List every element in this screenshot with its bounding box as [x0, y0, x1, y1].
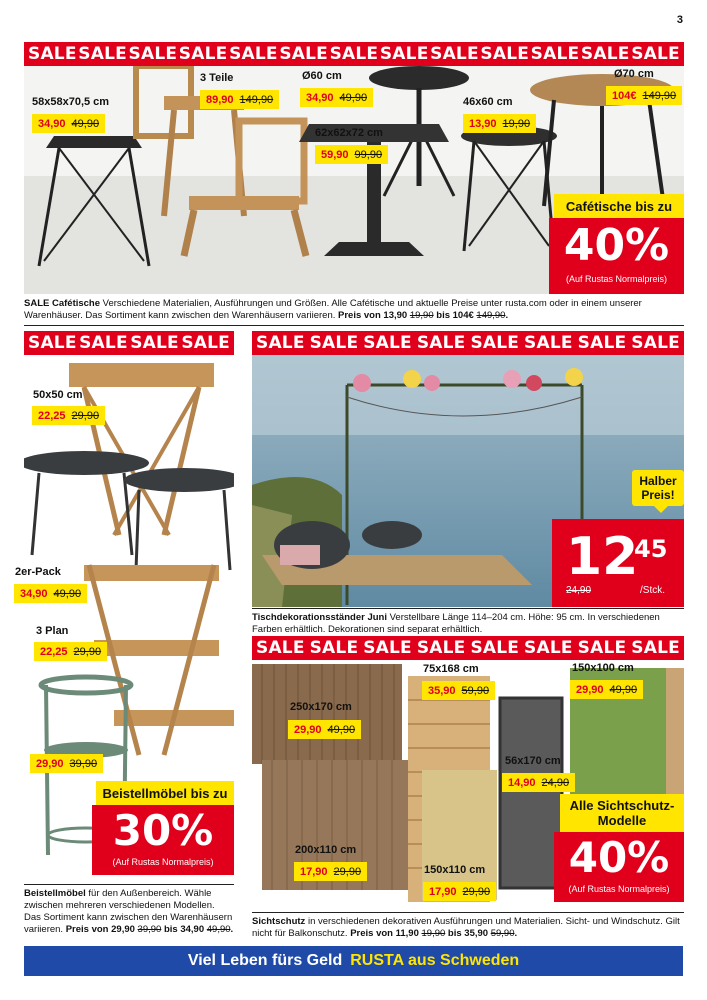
sale-word: SALE	[128, 44, 178, 64]
divider	[252, 912, 684, 913]
sale-word: SALE	[631, 638, 680, 658]
price-tag-150x110	[423, 882, 496, 901]
desc-bold: Tischdekorationsständer Juni	[252, 612, 387, 623]
beistellmoebel-description	[24, 888, 234, 936]
sale-word: SALE	[580, 44, 630, 64]
current-price: 89,90	[206, 93, 234, 106]
current-price: 13,90	[469, 117, 497, 130]
sale-word: SALE	[480, 44, 530, 64]
old-price: 59,90	[461, 684, 490, 697]
current-price: 17,90	[300, 865, 328, 878]
sale-word: SALE	[78, 44, 127, 64]
price-tag-2er-pack	[14, 584, 87, 603]
price-integer: 12	[566, 527, 639, 587]
footer-brand: RUSTA aus Schweden	[350, 952, 520, 969]
promo-percent: 40%	[568, 833, 670, 882]
desc-price: Preis von 29,90	[65, 924, 138, 935]
old-price: 49,90	[609, 683, 638, 696]
dim-label-3-plan: 3 Plan	[36, 625, 69, 637]
price-tag-50x50	[32, 406, 105, 425]
old-price: 24,90	[566, 585, 592, 596]
old-price: 29,90	[333, 865, 362, 878]
promo-note: (Auf Rustas Normalpreis)	[565, 274, 668, 284]
promo-box-beistellmoebel	[92, 805, 234, 875]
old-price: 39,90	[69, 757, 98, 770]
sale-word: SALE	[577, 638, 627, 658]
sale-word: SALE	[524, 638, 573, 658]
dim-label-round-60: Ø60 cm	[302, 70, 342, 82]
sale-banner-top	[24, 42, 684, 66]
sale-banner-left	[24, 331, 234, 355]
desc-old-price: 19,90	[409, 310, 434, 321]
dim-label-round-70: Ø70 cm	[614, 68, 654, 80]
desc-price: Preis von 13,90	[338, 310, 410, 321]
desc-price-mid: bis 34,90	[161, 924, 207, 935]
dim-label-56x170: 56x170 cm	[505, 755, 561, 767]
price-tag-150x100	[570, 680, 643, 699]
old-price: 49,90	[53, 587, 82, 600]
sale-word: SALE	[379, 44, 429, 64]
price-tag-folding	[463, 114, 536, 133]
sale-word: SALE	[430, 44, 479, 64]
halber-preis-bubble: Halber Preis!	[632, 470, 684, 506]
price-decimals: 45	[634, 535, 668, 563]
desc-price: Preis von 11,90	[350, 928, 422, 939]
price-tag-square-table	[32, 114, 105, 133]
price-tag-3-teile	[200, 90, 279, 109]
sale-word: SALE	[181, 333, 230, 353]
dim-label-2er-pack: 2er-Pack	[15, 566, 61, 578]
old-price: 19,90	[502, 117, 531, 130]
sale-word: SALE	[256, 333, 305, 353]
dim-label-75x168: 75x168 cm	[423, 663, 479, 675]
page-number: 3	[676, 14, 683, 26]
dim-label-200x110: 200x110 cm	[295, 844, 357, 856]
desc-old-price: 149,90	[476, 310, 506, 321]
current-price: 59,90	[321, 148, 349, 161]
cafetische-description	[24, 298, 684, 322]
old-price: 149,90	[239, 93, 274, 106]
current-price: 34,90	[20, 587, 48, 600]
old-price: 49,90	[339, 91, 368, 104]
desc-price-mid: bis 104€	[433, 310, 477, 321]
desc-end: .	[230, 924, 234, 935]
desc-old-price: 19,90	[421, 928, 446, 939]
sichtschutz-description	[252, 916, 684, 940]
current-price: 14,90	[508, 776, 536, 789]
sale-word: SALE	[363, 333, 412, 353]
decoration-description	[252, 612, 684, 636]
sale-word: SALE	[28, 44, 77, 64]
desc-text: Verschiedene Materialien, Ausführungen und Größen. Alle Cafétische und aktuelle Preise unter rusta.com oder in einem unserer Warenhäuser. Das Sortiment kann zwischen den Warenhäusern variieren.	[24, 298, 642, 321]
old-price: 29,90	[73, 645, 102, 658]
desc-bold: SALE Cafétische	[24, 298, 101, 309]
sale-word: SALE	[329, 44, 379, 64]
dim-label-250x170: 250x170 cm	[290, 701, 352, 713]
old-price: 149,90	[642, 89, 677, 102]
current-price: 22,25	[38, 409, 66, 422]
current-price: 34,90	[306, 91, 334, 104]
decoration-price-box	[552, 519, 684, 607]
sale-word: SALE	[309, 638, 359, 658]
promo-percent: 40%	[563, 220, 670, 271]
sale-word: SALE	[309, 333, 359, 353]
sale-word: SALE	[363, 638, 412, 658]
old-price: 99,90	[354, 148, 383, 161]
promo-note: (Auf Rustas Normalpreis)	[112, 857, 214, 867]
price-tag-round-60	[300, 88, 373, 107]
promo-title-beistellmoebel: Beistellmöbel bis zu	[96, 781, 234, 805]
sale-word: SALE	[530, 44, 580, 64]
desc-text: für den Außenbereich. Wähle zwischen mehreren verschiedenen Modellen. Das Sortiment kann zwischen den Warenhäusern variieren.	[24, 888, 233, 935]
dim-label-folding: 46x60 cm	[463, 96, 513, 108]
desc-text: in verschiedenen dekorativen Ausführungen und Materialien. Sicht- und Windschutz. Gilt nicht für Balkonschutz.	[252, 916, 680, 939]
price-unit: /Stck.	[640, 585, 666, 596]
sale-word: SALE	[524, 333, 573, 353]
promo-box-sichtschutz	[554, 832, 684, 902]
promo-percent: 30%	[112, 806, 214, 855]
old-price: 29,90	[462, 885, 491, 898]
old-price: 49,90	[71, 117, 100, 130]
promo-box-cafetische	[549, 218, 684, 294]
divider	[24, 325, 684, 326]
dim-label-pedestal: 62x62x72 cm	[315, 127, 383, 139]
price-tag-3-plan	[34, 642, 107, 661]
sale-word: SALE	[79, 333, 128, 353]
price-tag-250x170	[288, 720, 361, 739]
sale-word: SALE	[470, 638, 520, 658]
old-price: 24,90	[541, 776, 570, 789]
promo-note: (Auf Rustas Normalpreis)	[568, 884, 670, 894]
current-price: 29,90	[576, 683, 604, 696]
current-price: 29,90	[36, 757, 64, 770]
sale-word: SALE	[130, 333, 179, 353]
desc-bold: Beistellmöbel	[24, 888, 86, 899]
desc-end: .	[505, 310, 509, 321]
desc-price-mid: bis 35,90	[445, 928, 491, 939]
sale-word: SALE	[631, 44, 680, 64]
current-price: 34,90	[38, 117, 66, 130]
price-tag-round-70	[606, 86, 682, 105]
sale-word: SALE	[178, 44, 228, 64]
promo-title-cafetische: Cafétische bis zu	[554, 194, 684, 218]
sale-word: SALE	[577, 333, 627, 353]
dim-label-150x100: 150x100 cm	[572, 662, 634, 674]
footer-slogan-bar	[24, 946, 683, 976]
current-price: 17,90	[429, 885, 457, 898]
desc-old-price: 59,90	[490, 928, 515, 939]
dim-label-square-table: 58x58x70,5 cm	[32, 96, 110, 108]
price-tag-pedestal	[315, 145, 388, 164]
footer-slogan: Viel Leben fürs Geld	[187, 952, 343, 969]
sale-banner-middle	[252, 331, 684, 355]
current-price: 22,25	[40, 645, 68, 658]
price-tag-75x168	[422, 681, 495, 700]
divider	[24, 884, 234, 885]
desc-old-price: 39,90	[137, 924, 162, 935]
desc-text: Verstellbare Länge 114–204 cm. Höhe: 95 cm. In verschiedenen Farben erhältlich. Dekorationen sind separat erhältlich.	[252, 612, 660, 635]
price-tag-200x110	[294, 862, 367, 881]
dim-label-150x110: 150x110 cm	[424, 864, 486, 876]
price-tag-56x170	[502, 773, 575, 792]
sale-word: SALE	[470, 333, 520, 353]
sale-banner-bottom	[252, 636, 684, 660]
current-price: 35,90	[428, 684, 456, 697]
sale-word: SALE	[631, 333, 680, 353]
current-price: 29,90	[294, 723, 322, 736]
price-tag-tray-table	[30, 754, 103, 773]
dim-label-3-teile: 3 Teile	[200, 72, 234, 84]
desc-bold: Sichtschutz	[252, 916, 306, 927]
sale-word: SALE	[416, 638, 466, 658]
old-price: 29,90	[71, 409, 100, 422]
sale-word: SALE	[279, 44, 328, 64]
sale-word: SALE	[256, 638, 305, 658]
desc-end: .	[514, 928, 518, 939]
sale-word: SALE	[416, 333, 466, 353]
desc-old-price: 49,90	[206, 924, 231, 935]
sale-word: SALE	[229, 44, 278, 64]
sale-word: SALE	[28, 333, 77, 353]
dim-label-50x50: 50x50 cm	[33, 389, 83, 401]
divider	[252, 608, 684, 609]
old-price: 49,90	[327, 723, 356, 736]
promo-title-sichtschutz: Alle Sichtschutz-Modelle	[560, 794, 684, 832]
current-price: 104€	[612, 89, 637, 102]
